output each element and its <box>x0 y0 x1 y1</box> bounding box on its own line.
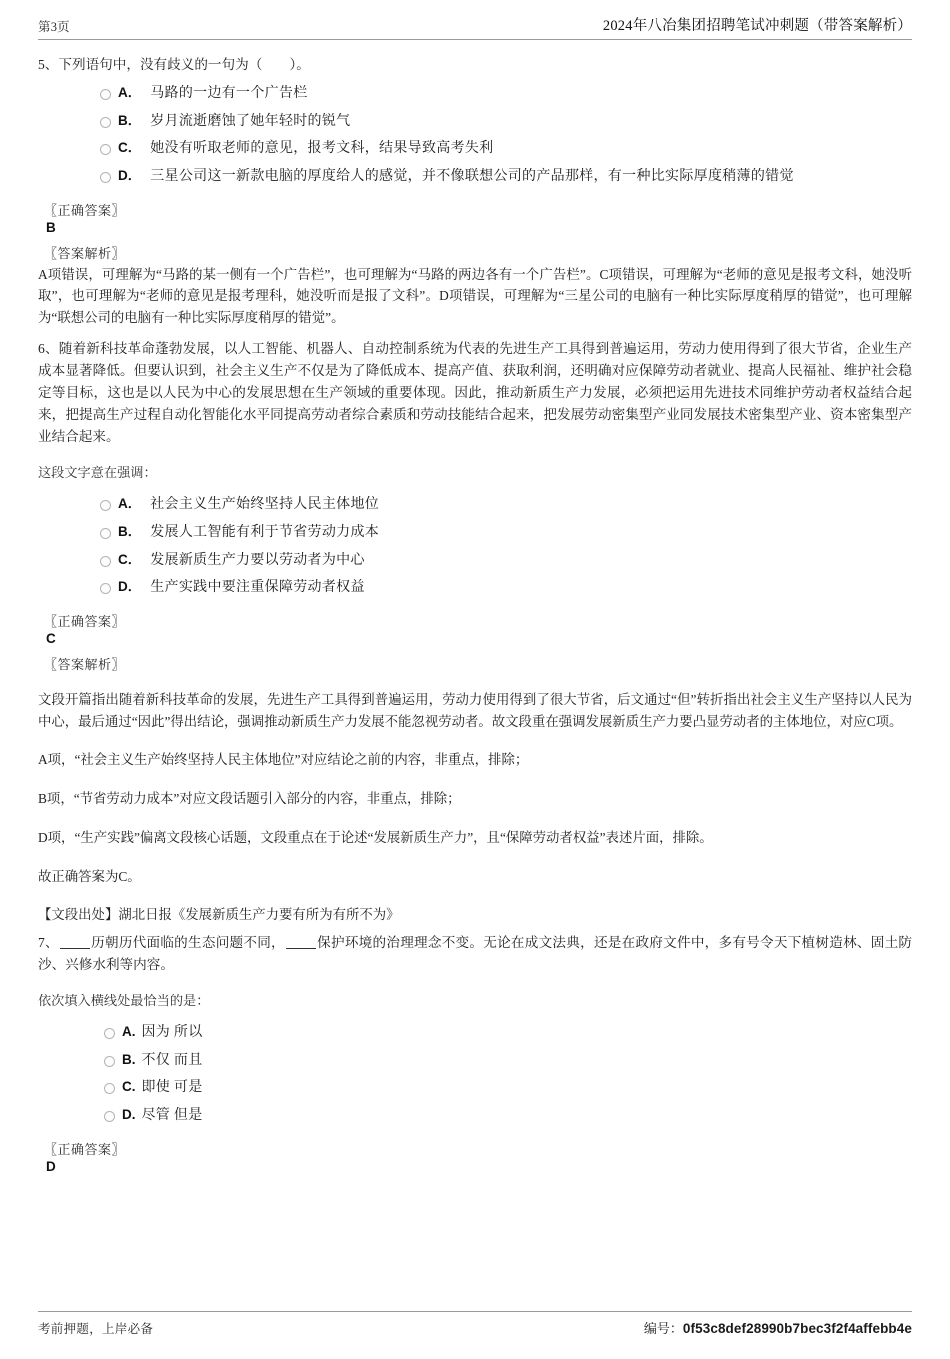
option-7-b[interactable] <box>104 1047 912 1075</box>
option-letter: D． <box>118 168 142 184</box>
option-7-a[interactable] <box>104 1019 912 1047</box>
question-6-options <box>38 491 912 602</box>
option-6-b[interactable] <box>100 519 912 547</box>
option-letter: A． <box>118 85 142 101</box>
question-7-options <box>38 1019 912 1130</box>
option-letter: B. <box>122 1051 136 1067</box>
radio-button-icon[interactable] <box>100 528 111 539</box>
option-text: 社会主义生产始终坚持人民主体地位 <box>150 497 380 513</box>
radio-button-icon[interactable] <box>100 117 111 128</box>
radio-button-icon[interactable] <box>100 89 111 100</box>
analysis-paragraph: D项，“生产实践”偏离文段核心话题，文段重点在于论述“发展新质生产力”，且“保障劳动者权益”表述片面，排除。 <box>38 829 713 845</box>
question-6-stem: 6、随着新科技革命蓬勃发展，以人工智能、机器人、自动控制系统为代表的先进生产工具得到普遍运用，劳动力使用得到了很大节省，企业生产成本显著降低。但要认识到，社会主义生产不仅是为了降低成本、提高产值、获取利润，还明确对应保障劳动者就业、提高人民福祉、维护社会稳定等目标，这也是以人民为中心的发展思想在生产领域的重要体现。因此，推动新质生产力发展，必须把运用先进技术同维护劳动者权益结合起来，把提高生产过程自动化智能化水平同提高劳动者综合素质和劳动技能结合起来，把发展劳动密集型产业同发展技术密集型产业、资本密集型产业结合起来。 <box>38 341 912 445</box>
question-7-text-1: 历朝历代面临的生态问题不同， <box>90 934 285 950</box>
question-7-text-2: 保护环境的治理理念不变。无论在成文法典，还是在政府文件中，多有号令天下植树造林、固土防沙、兴修水利等内容。 <box>38 934 913 972</box>
question-6-prompt: 这段文字意在强调： <box>38 465 157 481</box>
analysis-label-6: 〖答案解析〗 <box>44 657 126 673</box>
analysis-paragraph: B项，“节省劳动力成本”对应文段话题引入部分的内容，非重点，排除； <box>38 791 461 807</box>
option-letter: A． <box>118 496 142 512</box>
footer-code-label: 编号： <box>643 1321 683 1336</box>
option-text: 不仅 而且 <box>141 1052 203 1068</box>
spacer <box>38 328 912 338</box>
radio-button-icon[interactable] <box>100 144 111 155</box>
document-title: 2024年八冶集团招聘笔试冲刺题（带答案解析） <box>602 18 912 34</box>
analysis-label-5: 〖答案解析〗 <box>44 245 126 261</box>
option-text: 即使 可是 <box>141 1080 203 1096</box>
analysis-body-5: A项错误，可理解为“马路的某一侧有一个广告栏”，也可理解为“马路的两边各有一个广告栏”。C项错误，可理解为“老师的意见是报考文科，她没听取”，也可理解为“老师的意见是报考理科，她没听而是报了文科”。D项错误，可理解为“三星公司的电脑有一种比实际厚度稍厚的错觉”，也可理解为“联想公司的电脑有一种比实际厚度稍厚的错觉”。 <box>38 266 912 325</box>
page-header <box>38 14 912 40</box>
option-text: 生产实践中要注重保障劳动者权益 <box>150 580 365 596</box>
document-page <box>0 14 950 1359</box>
option-letter: A. <box>122 1024 136 1040</box>
option-text: 发展人工智能有利于节省劳动力成本 <box>150 524 380 540</box>
radio-button-icon[interactable] <box>100 500 111 511</box>
option-6-a[interactable] <box>100 491 912 519</box>
fill-blank-1 <box>60 948 90 949</box>
analysis-source: 【文段出处】湖北日报《发展新质生产力要有所为有所不为》 <box>38 907 400 923</box>
option-letter: C． <box>118 140 142 156</box>
correct-answer-label-6: 〖正确答案〗 <box>44 614 126 630</box>
question-5-options <box>38 80 912 191</box>
footer-code-value: 0f53c8def28990b7bec3f2f4affebb4e <box>682 1321 912 1336</box>
option-text: 尽管 但是 <box>141 1108 203 1124</box>
question-6 <box>38 338 912 926</box>
option-letter: C. <box>122 1079 136 1095</box>
option-text: 三星公司这一新款电脑的厚度给人的感觉，并不像联想公司的产品那样，有一种比实际厚度稍薄的错觉 <box>150 169 794 185</box>
option-5-c[interactable] <box>100 135 912 163</box>
radio-button-icon[interactable] <box>104 1083 115 1094</box>
option-letter: B． <box>118 523 142 539</box>
option-6-d[interactable] <box>100 574 912 602</box>
option-7-c[interactable] <box>104 1074 912 1102</box>
option-5-a[interactable] <box>100 80 912 108</box>
footer-code <box>644 1318 912 1337</box>
option-letter: D. <box>122 1107 136 1123</box>
radio-button-icon[interactable] <box>100 172 111 183</box>
option-text: 因为 所以 <box>141 1025 203 1041</box>
option-5-b[interactable] <box>100 108 912 136</box>
correct-answer-label-5: 〖正确答案〗 <box>44 202 126 218</box>
question-5-stem: 5、下列语句中，没有歧义的一句为（ ）。 <box>38 57 310 72</box>
analysis-paragraph: A项，“社会主义生产始终坚持人民主体地位”对应结论之前的内容，非重点，排除； <box>38 752 529 768</box>
radio-button-icon[interactable] <box>104 1111 115 1122</box>
question-7-stem <box>38 932 912 976</box>
question-5 <box>38 54 912 328</box>
option-5-d[interactable] <box>100 163 912 191</box>
question-7-prompt: 依次填入横线处最恰当的是： <box>38 992 210 1008</box>
option-7-d[interactable] <box>104 1102 912 1130</box>
option-letter: C． <box>118 551 142 567</box>
correct-answer-value-5: B <box>46 219 56 235</box>
page-footer <box>38 1311 912 1337</box>
option-6-c[interactable] <box>100 547 912 575</box>
correct-answer-label-7: 〖正确答案〗 <box>44 1141 126 1157</box>
page-number-label: 第3页 <box>38 20 70 34</box>
correct-answer-value-7: D <box>46 1158 56 1174</box>
radio-button-icon[interactable] <box>100 583 111 594</box>
footer-slogan: 考前押题，上岸必备 <box>38 1322 154 1336</box>
option-text: 马路的一边有一个广告栏 <box>150 86 308 102</box>
option-letter: B． <box>118 112 142 128</box>
fill-blank-2 <box>286 948 316 949</box>
document-content <box>38 40 912 1174</box>
radio-button-icon[interactable] <box>104 1056 115 1067</box>
correct-answer-value-6: C <box>46 631 56 647</box>
option-text: 发展新质生产力要以劳动者为中心 <box>150 552 365 568</box>
radio-button-icon[interactable] <box>104 1028 115 1039</box>
analysis-body-6 <box>38 689 912 926</box>
question-7 <box>38 932 912 1174</box>
option-letter: D． <box>118 579 142 595</box>
analysis-paragraph: 文段开篇指出随着新科技革命的发展，先进生产工具得到普遍运用，劳动力使用得到了很大节省，后文通过“但”转折指出社会主义生产坚持以人民为中心，最后通过“因此”得出结论，强调推动新质生产力发展不能忽视劳动者。故文段重在强调发展新质生产力要凸显劳动者的主体地位，对应C项。 <box>38 692 912 729</box>
question-7-number: 7、 <box>38 934 59 950</box>
analysis-paragraph: 故正确答案为C。 <box>38 868 141 884</box>
option-text: 岁月流逝磨蚀了她年轻时的锐气 <box>150 113 351 129</box>
option-text: 她没有听取老师的意见，报考文科，结果导致高考失利 <box>150 141 494 157</box>
radio-button-icon[interactable] <box>100 556 111 567</box>
